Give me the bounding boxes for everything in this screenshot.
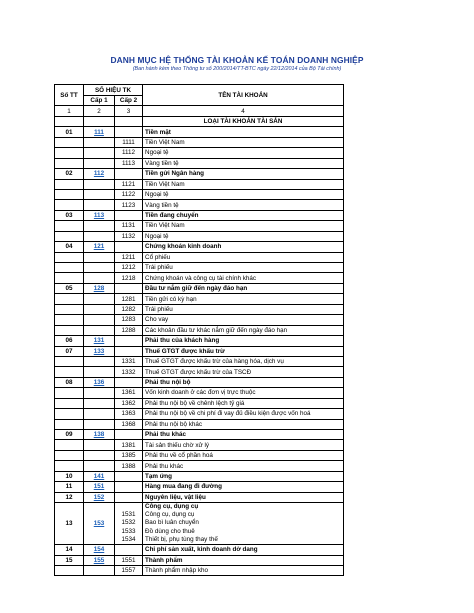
account-link[interactable]: 154 [84, 545, 115, 555]
column-number: 3 [115, 106, 143, 116]
row-cap2: 1212 [115, 263, 143, 273]
row-cap1 [84, 221, 115, 231]
row-account-name: Vàng tiền tệ [143, 158, 344, 168]
row-cap1 [84, 252, 115, 262]
row-cap1 [84, 367, 115, 377]
account-link[interactable]: 155 [84, 555, 115, 565]
table-row [55, 315, 344, 325]
page-title: DANH MỤC HỆ THỐNG TÀI KHOẢN KẾ TOÁN DOANH NGHIỆP [110, 55, 364, 65]
row-cap2: 1282 [115, 304, 143, 314]
row-tt: 14 [55, 545, 84, 555]
account-link[interactable]: 133 [84, 346, 115, 356]
table-row [55, 409, 344, 419]
table-body [55, 127, 344, 576]
row-cap2 [115, 210, 143, 220]
row-account-name: Cho vay [143, 315, 344, 325]
row-cap1 [84, 315, 115, 325]
row-tt [55, 221, 84, 231]
row-cap1 [84, 450, 115, 460]
row-tt [55, 461, 84, 471]
row-account-name: Tiền mặt [143, 127, 344, 137]
row-account-name: Phải thu nội bộ về chênh lệch tỷ giá [143, 398, 344, 408]
table-row [55, 252, 344, 262]
row-tt: 11 [55, 482, 84, 492]
row-cap2 [115, 169, 143, 179]
row-cap1 [84, 419, 115, 429]
row-cap1 [84, 440, 115, 450]
table-row [55, 419, 344, 429]
account-link[interactable]: 152 [84, 492, 115, 502]
row-cap2 [115, 471, 143, 481]
account-link[interactable]: 153 [84, 503, 115, 545]
row-cap2: 1551 [115, 555, 143, 565]
account-link[interactable]: 138 [84, 430, 115, 440]
account-link[interactable]: 112 [84, 169, 115, 179]
row-cap2: 1211 [115, 252, 143, 262]
table-row [55, 283, 344, 293]
row-cap1 [84, 356, 115, 366]
row-cap1 [84, 398, 115, 408]
table-row [55, 450, 344, 460]
row-account-name: Trái phiếu [143, 263, 344, 273]
row-tt [55, 252, 84, 262]
column-number: 4 [143, 106, 344, 116]
row-cap2: 1363 [115, 409, 143, 419]
row-account-name: Ngoại tệ [143, 231, 344, 241]
account-link[interactable]: 136 [84, 377, 115, 387]
row-account-name: Thành phẩm [143, 555, 344, 565]
table-row [55, 273, 344, 283]
table-row [55, 565, 344, 575]
row-tt [55, 231, 84, 241]
row-cap2: 1332 [115, 367, 143, 377]
sub-account-name: Đồ dùng cho thuê [145, 527, 195, 535]
row-tt [55, 409, 84, 419]
column-number: 2 [84, 106, 115, 116]
row-cap2: 1361 [115, 388, 143, 398]
sub-account-name: Bao bì luân chuyển [145, 519, 199, 527]
row-cap2: 1112 [115, 148, 143, 158]
row-tt [55, 304, 84, 314]
row-tt: 05 [55, 283, 84, 293]
table-row [55, 492, 344, 502]
sub-account-name: Công cụ, dụng cụ [145, 511, 195, 519]
row-tt [55, 158, 84, 168]
row-tt [55, 388, 84, 398]
account-link[interactable]: 151 [84, 482, 115, 492]
row-account-name: Phải thu nội bộ về chi phí đi vay đủ điều kiện được vốn hoá [143, 409, 344, 419]
row-account-name: Vàng tiền tệ [143, 200, 344, 210]
row-cap2: 1218 [115, 273, 143, 283]
table-row [55, 221, 344, 231]
row-account-name: Tiền gửi Ngân hàng [143, 169, 344, 179]
row-account-name: Trái phiếu [143, 304, 344, 314]
row-account-name: Ngoại tệ [143, 148, 344, 158]
row-account-name: Thuế GTGT được khấu trừ của hàng hóa, dịch vụ [143, 356, 344, 366]
table-row [55, 482, 344, 492]
row-tt: 15 [55, 555, 84, 565]
row-account-name: Phải thu của khách hàng [143, 336, 344, 346]
row-cap2 [115, 377, 143, 387]
row-tt [55, 137, 84, 147]
row-tt [55, 273, 84, 283]
row-tt: 01 [55, 127, 84, 137]
header-so-hieu-tk: SỐ HIỆU TK [84, 85, 143, 96]
row-tt: 06 [55, 336, 84, 346]
table-row [55, 231, 344, 241]
row-tt [55, 294, 84, 304]
table-row [55, 325, 344, 335]
row-account-name: Phải thu khác [143, 430, 344, 440]
table-row [55, 430, 344, 440]
row-cap1 [84, 304, 115, 314]
row-cap2 [115, 545, 143, 555]
table-row [55, 179, 344, 189]
row-account-name: Chi phí sản xuất, kinh doanh dở dang [143, 545, 344, 555]
table-row [55, 545, 344, 555]
row-account-name: Phải thu nội bộ [143, 377, 344, 387]
row-account-name: Vốn kinh doanh ở các đơn vị trực thuộc [143, 388, 344, 398]
account-link[interactable]: 128 [84, 283, 115, 293]
row-cap2 [115, 283, 143, 293]
row-cap2 [115, 346, 143, 356]
row-tt [55, 565, 84, 575]
row-account-name: Chứng khoán và công cụ tài chính khác [143, 273, 344, 283]
table-row [55, 242, 344, 252]
sub-account-code: 1533 [121, 527, 136, 535]
row-cap2 [115, 430, 143, 440]
row-cap2: 1122 [115, 189, 143, 199]
header-cap1: Cấp 1 [84, 96, 115, 106]
row-cap1 [84, 388, 115, 398]
row-cap1 [84, 263, 115, 273]
row-account-name: Tiền Việt Nam [143, 221, 344, 231]
row-tt [55, 200, 84, 210]
table-row [55, 336, 344, 346]
row-account-name: Tiền gửi có kỳ hạn [143, 294, 344, 304]
table-row [55, 440, 344, 450]
table-row [55, 158, 344, 168]
row-cap1 [84, 231, 115, 241]
row-cap2: 1288 [115, 325, 143, 335]
page-subtitle: (Ban hành kèm theo Thông tư số 200/2014/TT-BTC ngày 22/12/2014 của Bộ Tài chính) [132, 66, 342, 72]
row-cap2: 1368 [115, 419, 143, 429]
row-cap1 [84, 137, 115, 147]
row-cap2: 1111 [115, 137, 143, 147]
header-ten-tai-khoan: TÊN TÀI KHOẢN [143, 85, 344, 106]
row-cap2: 1132 [115, 231, 143, 241]
row-account-name: Chứng khoán kinh doanh [143, 242, 344, 252]
row-account-name: Phải thu khác [143, 461, 344, 471]
row-tt: 03 [55, 210, 84, 220]
row-tt [55, 179, 84, 189]
row-cap1 [84, 325, 115, 335]
row-cap2: 1113 [115, 158, 143, 168]
table-row [55, 367, 344, 377]
row-tt: 09 [55, 430, 84, 440]
row-cap1 [84, 461, 115, 471]
row-cap1 [84, 273, 115, 283]
row-account-name: Tài sản thiếu chờ xử lý [143, 440, 344, 450]
row-tt: 04 [55, 242, 84, 252]
row-tt: 02 [55, 169, 84, 179]
account-table [54, 84, 344, 576]
row-cap2: 1388 [115, 461, 143, 471]
row-tt [55, 325, 84, 335]
table-row [55, 555, 344, 565]
row-account-name: Thuế GTGT được khấu trừ [143, 346, 344, 356]
row-account-name: Cổ phiếu [143, 252, 344, 262]
row-tt [55, 356, 84, 366]
row-cap2: 1123 [115, 200, 143, 210]
row-tt [55, 440, 84, 450]
row-cap2 [115, 127, 143, 137]
row-tt: 07 [55, 346, 84, 356]
account-link[interactable]: 111 [84, 127, 115, 137]
row-cap2: 1281 [115, 294, 143, 304]
row-cap1 [84, 158, 115, 168]
account-link[interactable]: 121 [84, 242, 115, 252]
row-cap1 [84, 565, 115, 575]
row-cap2: 1121 [115, 179, 143, 189]
row-cap2: 1131 [115, 221, 143, 231]
row-tt [55, 450, 84, 460]
row-tt [55, 189, 84, 199]
row-account-name: Hàng mua đang đi đường [143, 482, 344, 492]
row-tt: 08 [55, 377, 84, 387]
row-cap1 [84, 200, 115, 210]
row-account-name: Tiền đang chuyển [143, 210, 344, 220]
row-tt [55, 398, 84, 408]
account-link[interactable]: 141 [84, 471, 115, 481]
table-row [55, 471, 344, 481]
sub-account-code: 1532 [121, 519, 136, 527]
table-row [55, 503, 344, 545]
row-account-name: Ngoại tệ [143, 189, 344, 199]
table-row [55, 377, 344, 387]
table-row [55, 189, 344, 199]
row-cap2: 1331 [115, 356, 143, 366]
table-row [55, 304, 344, 314]
column-number: 1 [55, 106, 84, 116]
table-row [55, 263, 344, 273]
header-cap2: Cấp 2 [115, 96, 143, 106]
row-cap2: 1362 [115, 398, 143, 408]
row-account-name: Thuế GTGT được khấu trừ của TSCĐ [143, 367, 344, 377]
account-group-name: Công cụ, dụng cụ [145, 503, 199, 511]
row-tt [55, 315, 84, 325]
row-account-name: Phải thu về cổ phần hoá [143, 450, 344, 460]
row-tt: 10 [55, 471, 84, 481]
row-cap2 [115, 492, 143, 502]
row-cap1 [84, 179, 115, 189]
table-row [55, 210, 344, 220]
row-cap2: 1557 [115, 565, 143, 575]
row-cap1 [84, 294, 115, 304]
header-so-tt: Số TT [55, 85, 84, 106]
row-cap2: 1283 [115, 315, 143, 325]
row-tt [55, 148, 84, 158]
table-row [55, 200, 344, 210]
row-account-name: Tạm ứng [143, 471, 344, 481]
table-row [55, 461, 344, 471]
row-tt [55, 367, 84, 377]
sub-account-code: 1531 [121, 511, 136, 519]
row-account-name: Đầu tư nắm giữ đến ngày đáo hạn [143, 283, 344, 293]
row-tt [55, 263, 84, 273]
row-account-name: Phải thu nội bộ khác [143, 419, 344, 429]
row-account-name: Các khoản đầu tư khác nắm giữ đến ngày đáo hạn [143, 325, 344, 335]
row-cap1 [84, 148, 115, 158]
table-row [55, 137, 344, 147]
table-row [55, 294, 344, 304]
table-row [55, 148, 344, 158]
account-link[interactable]: 113 [84, 210, 115, 220]
table-row [55, 388, 344, 398]
account-link[interactable]: 131 [84, 336, 115, 346]
table-row [55, 127, 344, 137]
row-cap1 [84, 189, 115, 199]
row-cap2 [115, 503, 143, 545]
table-row [55, 169, 344, 179]
row-tt: 12 [55, 492, 84, 502]
row-tt [55, 419, 84, 429]
row-tt: 13 [55, 503, 84, 545]
row-cap2: 1385 [115, 450, 143, 460]
table-row [55, 356, 344, 366]
sub-account-name: Thiết bị, phụ tùng thay thế [145, 535, 218, 543]
sub-account-code: 1534 [121, 535, 136, 543]
row-account-name: Thành phẩm nhập kho [143, 565, 344, 575]
row-cap2: 1381 [115, 440, 143, 450]
row-cap1 [84, 409, 115, 419]
row-cap2 [115, 242, 143, 252]
table-row [55, 398, 344, 408]
row-account-name [143, 503, 344, 545]
table-row [55, 346, 344, 356]
row-cap2 [115, 482, 143, 492]
row-account-name: Tiền Việt Nam [143, 179, 344, 189]
row-account-name: Nguyên liệu, vật liệu [143, 492, 344, 502]
section-title: LOẠI TÀI KHOẢN TÀI SẢN [143, 116, 344, 126]
row-cap2 [115, 336, 143, 346]
row-account-name: Tiền Việt Nam [143, 137, 344, 147]
